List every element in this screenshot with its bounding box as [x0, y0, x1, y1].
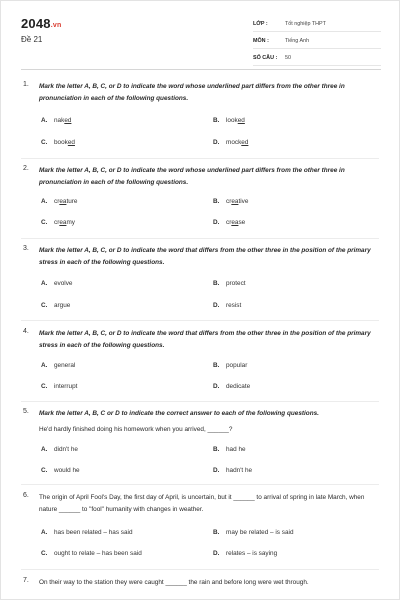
option-d[interactable]: D. crease — [213, 219, 246, 226]
meta-key: MÔN : — [253, 38, 269, 44]
option-b[interactable]: B. creative — [213, 198, 249, 205]
option-d[interactable]: D. mocked — [213, 139, 249, 146]
option-b[interactable]: B. had he — [213, 446, 246, 453]
question-sentence: He'd hardly finished doing his homework when you arrived, ______? — [39, 426, 233, 433]
question-divider — [21, 569, 379, 570]
question-number: 7. — [23, 577, 29, 584]
question-divider — [21, 158, 379, 159]
meta-value: 50 — [285, 55, 291, 61]
question-number: 6. — [23, 492, 29, 499]
option-c[interactable]: C. argue — [41, 302, 71, 309]
option-c[interactable]: C. ought to relate – has been said — [41, 550, 142, 557]
option-a[interactable]: A. naked — [41, 117, 72, 124]
exam-code: Đề 21 — [21, 35, 43, 44]
question-instruction: Mark the letter A, B, C, or D to indicate the word that differs from the other three in the position of the primary stress in each of the following questions. — [39, 330, 371, 349]
meta-key: SỐ CÂU : — [253, 55, 278, 61]
site-logo[interactable] — [21, 16, 61, 31]
option-c[interactable]: C. interrupt — [41, 383, 78, 390]
option-d[interactable]: D. dedicate — [213, 383, 251, 390]
option-a[interactable]: A. didn't he — [41, 446, 78, 453]
option-d[interactable]: D. resist — [213, 302, 242, 309]
option-b[interactable]: B. protect — [213, 280, 246, 287]
option-a[interactable]: A. has been related – has said — [41, 529, 133, 536]
question-text: On their way to the station they were caught ______ the rain and before long were wet through. — [39, 579, 309, 586]
question-divider — [21, 401, 379, 402]
question-divider — [21, 238, 379, 239]
meta-key: LỚP : — [253, 21, 268, 27]
option-b[interactable]: B. may be related – is said — [213, 529, 294, 536]
option-a[interactable]: A. evolve — [41, 280, 73, 287]
question-divider — [21, 320, 379, 321]
logo-text: 2048 — [21, 16, 51, 31]
question-number: 4. — [23, 328, 29, 335]
option-d[interactable]: D. hadn't he — [213, 467, 253, 474]
question-number: 5. — [23, 408, 29, 415]
option-c[interactable]: C. booked — [41, 139, 75, 146]
page-header — [1, 1, 400, 73]
exam-meta — [253, 17, 381, 68]
question-instruction: Mark the letter A, B, C, or D to indicate the word whose underlined part differs from the other three in pronunciation in each of the following questions. — [39, 83, 345, 102]
option-d[interactable]: D. relates – is saying — [213, 550, 278, 557]
meta-value: Tốt nghiệp THPT — [285, 21, 326, 27]
question-text: The origin of April Fool's Day, the first day of April, is uncertain, but it ______ to arrival of spring in late March, when nature ______ to "fool" humanity with changes in weather. — [39, 494, 365, 513]
question-instruction: Mark the letter A, B, C or D to indicate the correct answer to each of the following questions. — [39, 410, 319, 417]
option-a[interactable]: A. general — [41, 362, 76, 369]
option-c[interactable]: C. creamy — [41, 219, 75, 226]
option-c[interactable]: C. would he — [41, 467, 80, 474]
logo-suffix: .vn — [50, 22, 62, 29]
option-a[interactable]: A. creature — [41, 198, 78, 205]
question-instruction: Mark the letter A, B, C, or D to indicate the word that differs from the other three in the position of the primary stress in each of the following questions. — [39, 247, 371, 266]
question-number: 1. — [23, 81, 29, 88]
option-b[interactable]: B. popular — [213, 362, 248, 369]
question-number: 2. — [23, 165, 29, 172]
meta-row-class — [253, 17, 381, 32]
option-b[interactable]: B. looked — [213, 117, 245, 124]
header-divider — [21, 69, 381, 70]
question-instruction: Mark the letter A, B, C, or D to indicate the word whose underlined part differs from the other three in pronunciation in each of the following questions. — [39, 167, 345, 186]
meta-row-count — [253, 51, 381, 66]
question-number: 3. — [23, 245, 29, 252]
meta-value: Tiếng Anh — [285, 38, 310, 44]
meta-row-subject — [253, 34, 381, 49]
question-divider — [21, 484, 379, 485]
